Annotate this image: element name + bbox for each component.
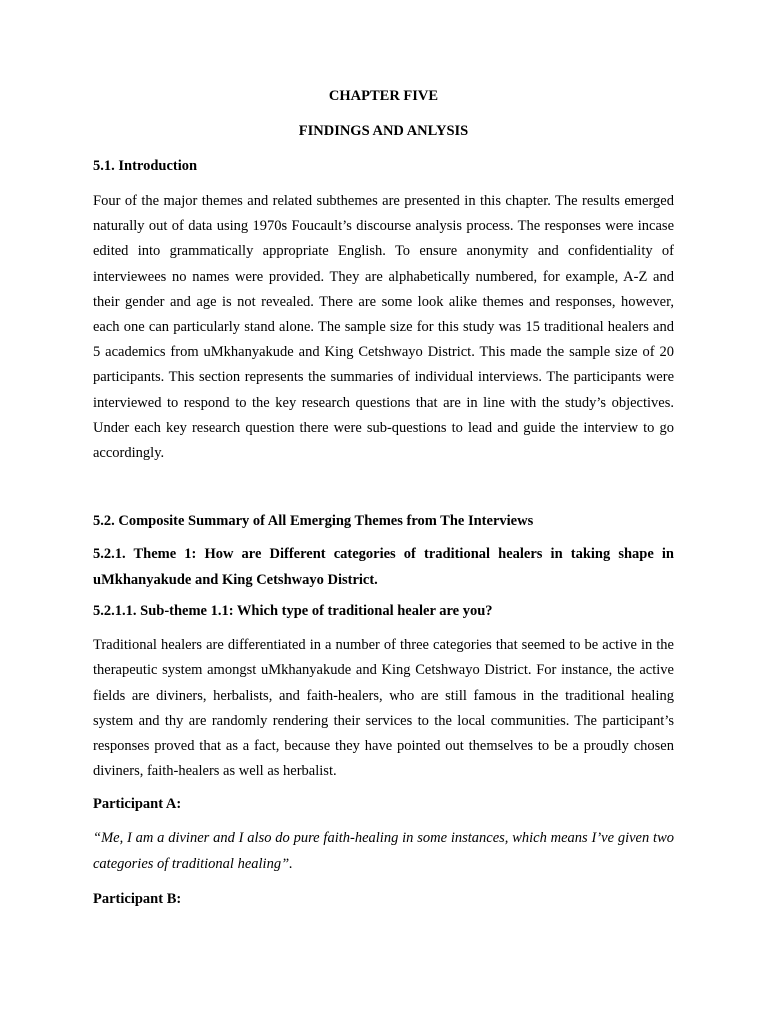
section-heading-introduction: 5.1. Introduction [93, 158, 198, 174]
participant-b-label: Participant B: [93, 891, 182, 908]
chapter-title: CHAPTER FIVE [328, 88, 439, 104]
participant-a-label: Participant A: [93, 796, 182, 813]
theme-1-heading: 5.2.1. Theme 1: How are Different categories of traditional healers in taking shape in uMkhanyakude and King Cetshwayo District. [93, 546, 674, 588]
section-heading-composite-summary: 5.2. Composite Summary of All Emerging Themes from The Interviews [93, 513, 534, 530]
chapter-subtitle: FINDINGS AND ANLYSIS [298, 123, 469, 139]
subtheme-1-1-heading: 5.2.1.1. Sub-theme 1.1: Which type of traditional healer are you? [93, 603, 493, 620]
subtheme-paragraph: Traditional healers are differentiated in a number of three categories that seemed to be active in the therapeutic system amongst uMkhanyakude and King Cetshwayo District. For instance, the active fields are diviners, herbalists, and faith-healers, who are still famous in the traditional healing system and thy are randomly rendering their services to the local communities. The participant’s responses proved that as a fact, because they have pointed out themselves to be a proudly chosen diviners, faith-healers as well as herbalist. [93, 637, 674, 780]
page-content [93, 86, 674, 909]
participant-a-quote: “Me, I am a diviner and I also do pure faith-healing in some instances, which means I’ve given two categories of traditional healing”. [93, 830, 674, 872]
introduction-paragraph: Four of the major themes and related subthemes are presented in this chapter. The results emerged naturally out of data using 1970s Foucault’s discourse analysis process. The responses were incase edited into grammatically appropriate English. To ensure anonymity and confidentiality of interviewees no names were provided. They are alphabetically numbered, for example, A-Z and their gender and age is not revealed. There are some look alike themes and responses, however, each one can particularly stand alone. The sample size for this study was 15 traditional healers and 5 academics from uMkhanyakude and King Cetshwayo District. This made the sample size of 20 participants. This section represents the summaries of individual interviews. The participants were interviewed to respond to the key research questions that are in line with the study’s objectives. Under each key research question there were sub-questions to lead and guide the interview to go accordingly. [93, 193, 674, 462]
